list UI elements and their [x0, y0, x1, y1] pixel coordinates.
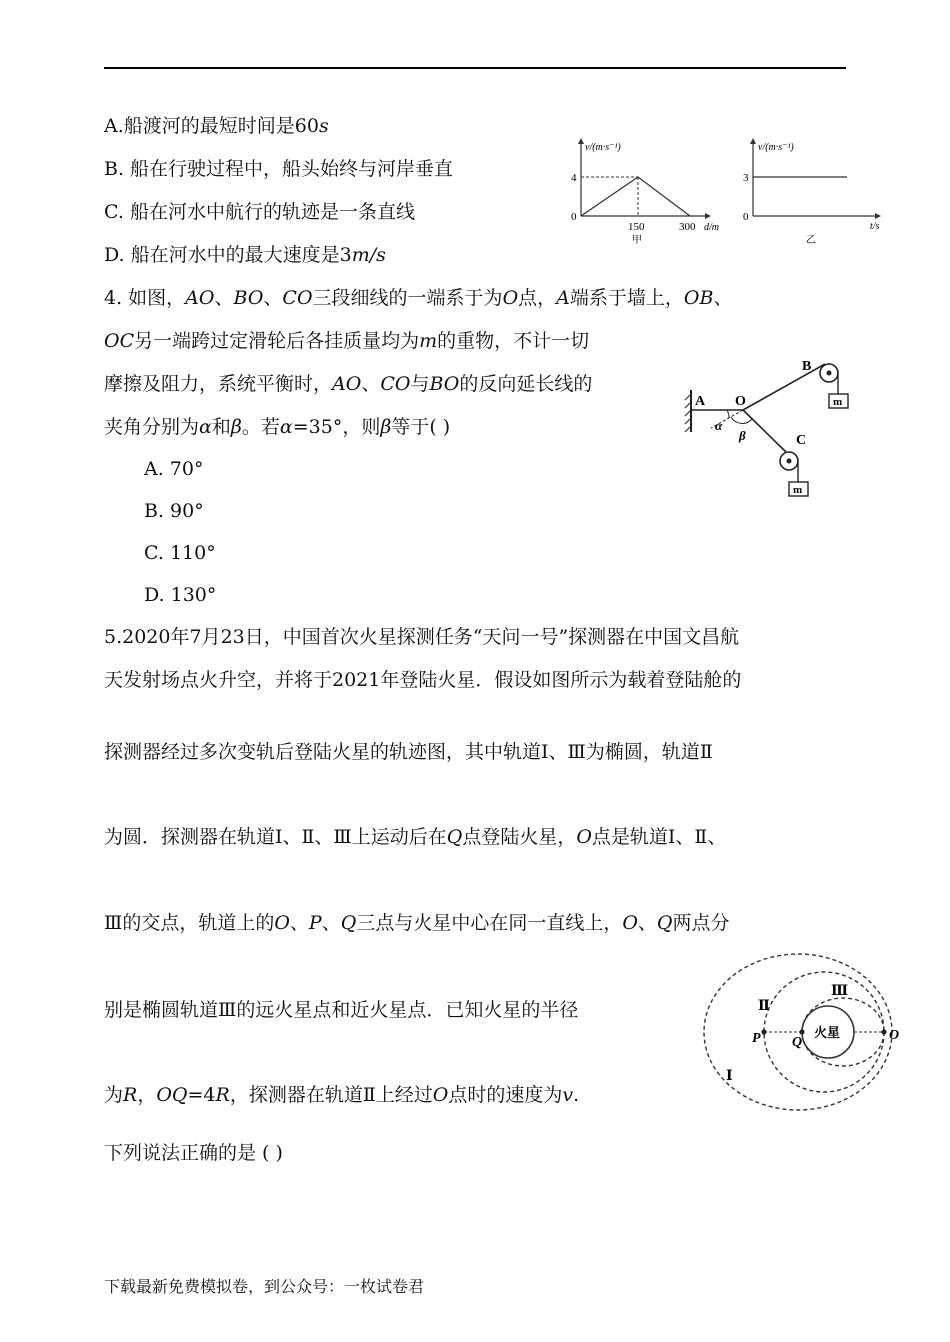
- q4-option-d: D. 130°: [144, 584, 217, 606]
- q4-line-3: 摩擦及阻力，系统平衡时，AO、CO与BO的反向延长线的: [104, 373, 593, 395]
- graph-left: [571, 138, 719, 246]
- q3-option-c: C. 船在河水中航行的轨迹是一条直线: [104, 201, 415, 223]
- q5-line-7: 为R，OQ=4R，探测器在轨道Ⅱ上经过O点时的速度为v.: [104, 1084, 580, 1106]
- label-C: C: [796, 433, 807, 448]
- orbit-II-label: Ⅱ: [758, 999, 770, 1014]
- graph-right-ylabel: v/(m·s⁻¹): [758, 142, 794, 153]
- orbit-I-label: Ⅰ: [726, 1069, 733, 1084]
- point-P-label: P: [752, 1031, 761, 1046]
- q4-option-c: C. 110°: [144, 542, 216, 564]
- graph-left-origin: 0: [571, 211, 577, 223]
- mass-label-b: m: [833, 396, 843, 408]
- label-B: B: [802, 359, 812, 374]
- q4-option-a: A. 70°: [144, 458, 204, 480]
- q3-option-b: B. 船在行驶过程中，船头始终与河岸垂直: [104, 158, 454, 180]
- q4-line-2: OC另一端跨过定滑轮后各挂质量均为m的重物，不计一切: [104, 330, 590, 352]
- header-rule: [104, 67, 846, 69]
- q4-pulley-figure: [683, 350, 868, 500]
- graph-left-ytick: 4: [571, 172, 577, 184]
- graph-left-ylabel: v/(m·s⁻¹): [585, 142, 621, 153]
- mars-label: 火星: [814, 1025, 841, 1040]
- label-O: O: [735, 394, 746, 409]
- q5-line-4: 为圆．探测器在轨道Ⅰ、Ⅱ、Ⅲ上运动后在Q点登陆火星，O点是轨道Ⅰ、Ⅱ、: [104, 826, 727, 848]
- q5-line-1: 5.2020年7月23日，中国首次火星探测任务“天问一号”探测器在中国文昌航: [104, 626, 740, 648]
- q5-line-2: 天发射场点火升空，并将于2021年登陆火星．假设如图所示为载着登陆舱的: [104, 669, 742, 691]
- graph-right-caption: 乙: [806, 235, 816, 246]
- graph-right: [743, 138, 881, 246]
- graph-right-origin: 0: [743, 211, 749, 223]
- mass-label-c: m: [793, 484, 803, 496]
- q5-line-5: Ⅲ的交点，轨道上的O、P、Q三点与火星中心在同一直线上，O、Q两点分: [104, 912, 730, 934]
- graph-right-xlabel: t/s: [870, 221, 880, 232]
- q5-line-8: 下列说法正确的是 ( ): [104, 1142, 283, 1164]
- q3-option-a: A.船渡河的最短时间是60s: [104, 115, 329, 137]
- q3-graphs: [565, 132, 895, 250]
- q3-option-d: D. 船在河水中的最大速度是3m/s: [104, 244, 386, 266]
- orbit-III-label: Ⅲ: [831, 984, 849, 999]
- label-beta: β: [739, 428, 746, 443]
- q5-line-6: 别是椭圆轨道Ⅲ的远火星点和近火星点．已知火星的半径: [104, 999, 579, 1021]
- point-Q-label: Q: [792, 1035, 803, 1050]
- q4-line-4: 夹角分别为α和β。若α=35°，则β等于( ): [104, 416, 451, 438]
- graph-right-ytick: 3: [743, 172, 749, 184]
- graph-left-xtick-300: 300: [679, 221, 696, 233]
- label-A: A: [695, 394, 706, 409]
- q4-line-1: 4. 如图，AO、BO、CO三段细线的一端系于为O点，A端系于墙上，OB、: [104, 287, 733, 309]
- q4-option-b: B. 90°: [144, 500, 204, 522]
- q5-line-3: 探测器经过多次变轨后登陆火星的轨迹图，其中轨道Ⅰ、Ⅲ为椭圆，轨道Ⅱ: [104, 741, 713, 763]
- q5-orbit-figure: [698, 950, 913, 1125]
- footer-note: 下载最新免费模拟卷，到公众号：一枚试卷君: [104, 1277, 425, 1296]
- point-O-label: O: [889, 1028, 900, 1043]
- graph-left-caption: 甲: [632, 235, 642, 246]
- graph-left-xlabel: d/m: [704, 222, 719, 233]
- label-alpha: α: [715, 418, 723, 433]
- graph-left-xtick-150: 150: [628, 221, 645, 233]
